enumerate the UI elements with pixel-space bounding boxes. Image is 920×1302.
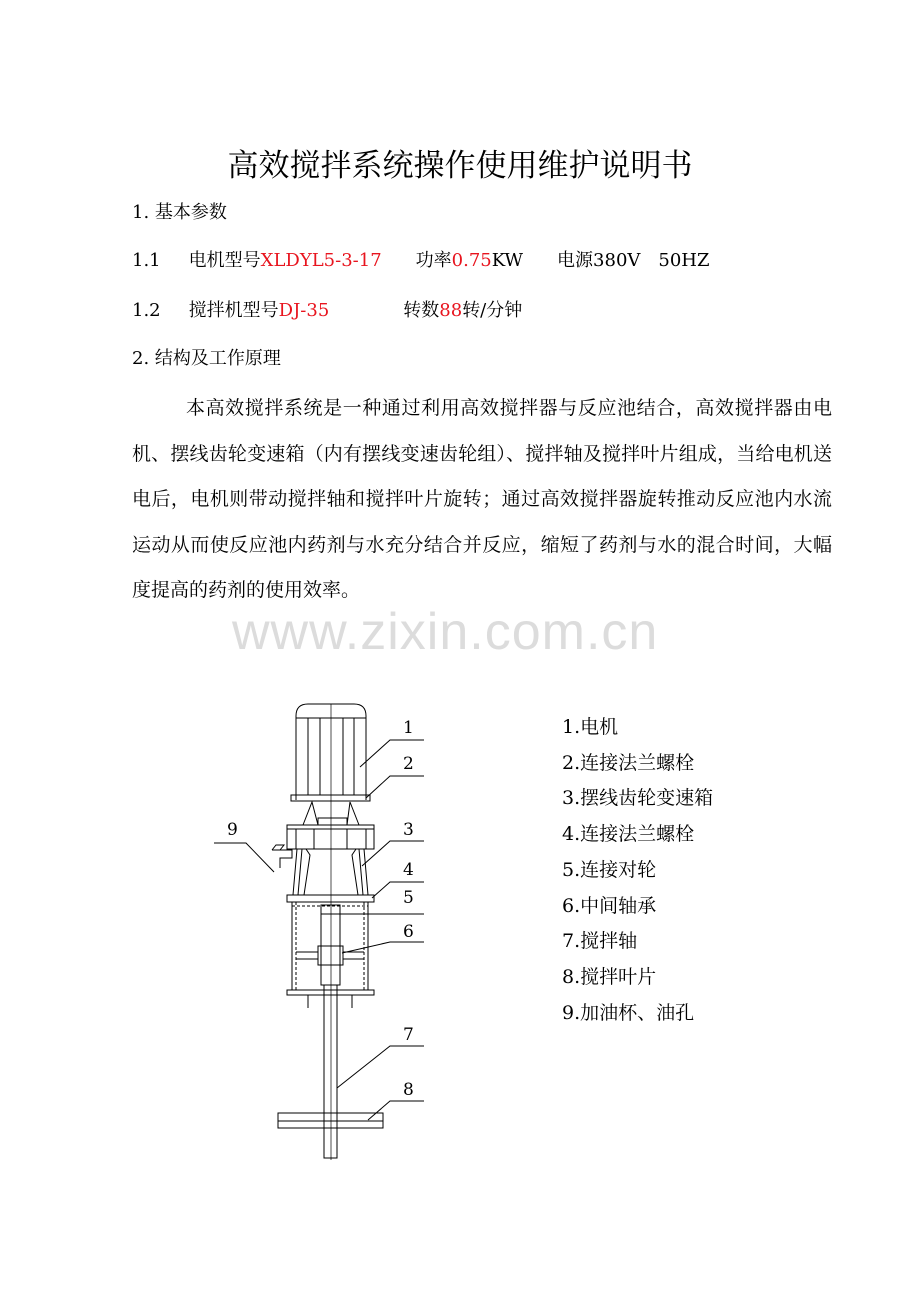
- legend-item: 1.电机: [562, 716, 619, 738]
- row-number: 1.2: [132, 300, 161, 321]
- motor-model: XLDYL5-3-17: [260, 250, 382, 271]
- legend-item: 7.搅拌轴: [562, 930, 638, 953]
- legend-item: 5.连接对轮: [562, 858, 657, 881]
- callout-2: 2: [403, 754, 414, 774]
- callout-1: 1: [403, 718, 414, 738]
- legend-item: 9.加油杯、油孔: [562, 1001, 695, 1024]
- legend-item: 8.搅拌叶片: [562, 965, 657, 988]
- leader-4: [372, 882, 424, 898]
- watermark: www.zixin.com.cn: [232, 603, 659, 661]
- leader-8: [368, 1101, 424, 1120]
- legend-item: 6.中间轴承: [562, 894, 657, 917]
- callout-4: 4: [403, 860, 414, 880]
- power-supply: 电源380V 50HZ: [557, 250, 710, 271]
- speed-unit: 转/分钟: [462, 300, 523, 321]
- param-row-2: [132, 296, 522, 322]
- leader-9: [214, 843, 274, 872]
- section-1-heading: 1. 基本参数: [132, 202, 227, 223]
- callout-5: 5: [403, 888, 414, 908]
- leader-2: [366, 776, 424, 798]
- mixer-model: DJ-35: [278, 300, 330, 321]
- callout-9: 9: [227, 820, 238, 840]
- param-row-1: [132, 246, 710, 272]
- callout-3: 3: [403, 820, 414, 840]
- power-unit: KW: [491, 250, 524, 271]
- leader-6: [342, 942, 424, 953]
- legend-item: 2.连接法兰螺栓: [562, 751, 695, 774]
- speed-value: 88: [439, 300, 463, 321]
- power-value: 0.75: [451, 250, 492, 271]
- document-title: 高效搅拌系统操作使用维护说明书: [227, 148, 693, 184]
- motor-label: 电机型号: [188, 250, 261, 271]
- legend-item: 3.摆线齿轮变速箱: [562, 787, 714, 810]
- speed-label: 转数: [403, 300, 440, 321]
- section-2-heading: 2. 结构及工作原理: [132, 348, 281, 369]
- mixer-label: 搅拌机型号: [188, 300, 279, 321]
- callout-7: 7: [403, 1025, 414, 1045]
- power-label: 功率: [415, 250, 452, 271]
- description-paragraph: 本高效搅拌系统是一种通过利用高效搅拌器与反应池结合，高效搅拌器由电机、摆线齿轮变速箱（内有摆线变速齿轮组）、搅拌轴及搅拌叶片组成，当给电机送电后，电机则带动搅拌轴和搅拌叶片旋转；通过高效搅拌器旋转推动反应池内水流运动从而使反应池内药剂与水充分结合并反应，缩短了药剂与水的混合时间，大幅度提高的药剂的使用效率。: [132, 397, 832, 601]
- leader-3: [362, 841, 424, 866]
- row-number: 1.1: [132, 250, 161, 271]
- callout-6: 6: [403, 922, 414, 942]
- callout-8: 8: [403, 1080, 414, 1100]
- leader-1: [360, 740, 424, 767]
- legend-item: 4.连接法兰螺栓: [562, 823, 695, 846]
- parts-legend: [562, 710, 713, 1031]
